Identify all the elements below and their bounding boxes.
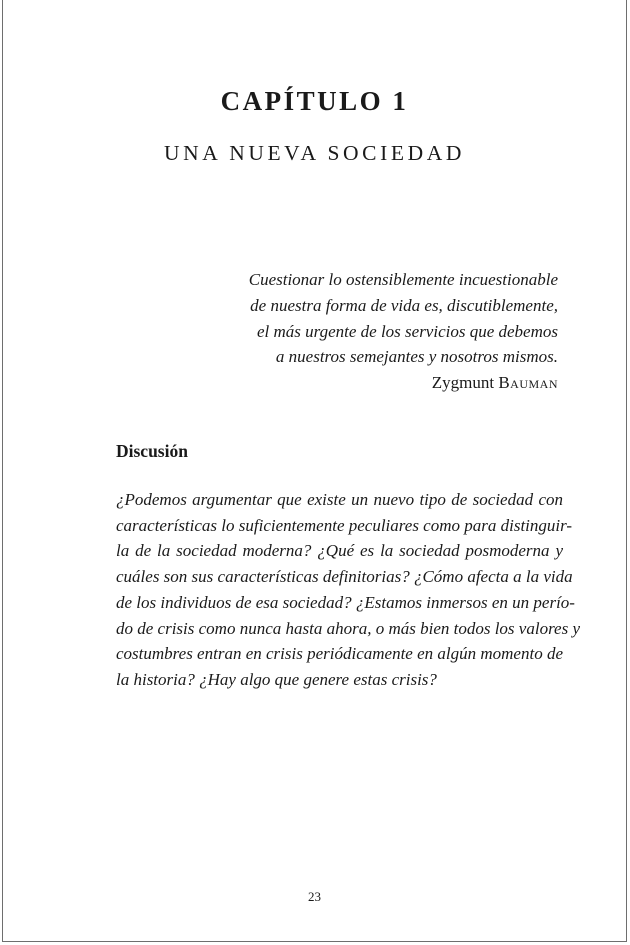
author-first-name: Zygmunt [431, 373, 495, 392]
paragraph-line: ¿Podemos argumentar que existe un nuevo tipo de sociedad con [116, 490, 563, 509]
paragraph-line: características lo suficientemente peculiares como para distinguir- [116, 515, 573, 535]
epigraph-line: a nuestros semejantes y nosotros mismos. [275, 347, 558, 367]
paragraph-line: costumbres entran en crisis periódicamente en algún momento de [116, 644, 563, 664]
chapter-title: UNA NUEVA SOCIEDAD [164, 141, 465, 165]
epigraph-line: de nuestra forma de vida es, discutiblemente, [250, 295, 558, 315]
epigraph-quote [138, 267, 558, 370]
paragraph-line: cuáles son sus características definitorias? ¿Cómo afecta a la vida [116, 567, 573, 587]
paragraph-line: de los individuos de esa sociedad? ¿Estamos inmersos en un perío- [116, 592, 575, 612]
paragraph-line: la de la sociedad moderna? ¿Qué es la sociedad posmoderna y [116, 541, 563, 561]
paragraph-line: do de crisis como nunca hasta ahora, o más bien todos los valores y [116, 618, 581, 638]
epigraph-line: el más urgente de los servicios que debemos [256, 321, 558, 341]
epigraph-author [432, 373, 558, 393]
author-last-name: Bauman [498, 373, 558, 392]
book-page [2, 0, 627, 942]
discussion-paragraph [116, 487, 581, 693]
paragraph-line: la historia? ¿Hay algo que genere estas crisis? [116, 669, 437, 689]
chapter-label: CAPÍTULO 1 [220, 86, 409, 116]
page-number: 23 [308, 889, 321, 904]
section-heading: Discusión [116, 441, 188, 461]
epigraph-line: Cuestionar lo ostensiblemente incuestionable [248, 270, 558, 289]
